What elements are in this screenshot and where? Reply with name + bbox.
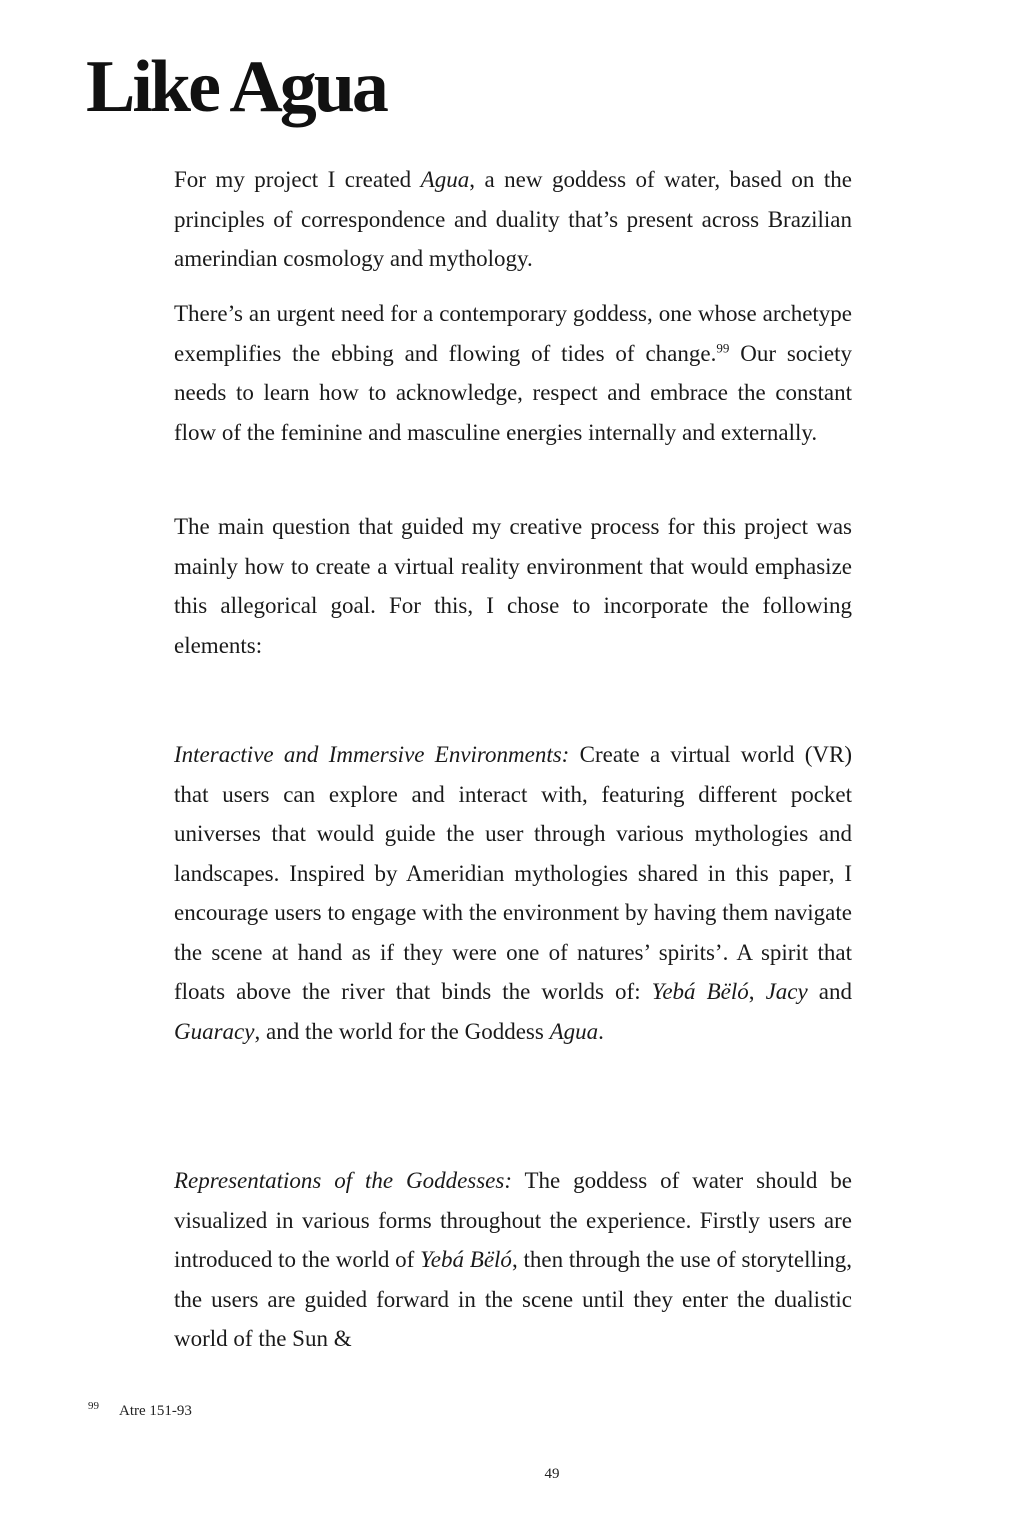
text: , <box>748 979 766 1004</box>
footnote <box>88 1400 192 1420</box>
paragraph-question <box>174 507 852 665</box>
text: , then through the use of storytelling, the users are guided forward in the scene until they enter the dualistic world of the Sun & <box>174 1247 852 1351</box>
text: Create a virtual world (VR) that users can explore and interact with, featuring different pocket universes that would guide the user through various mythologies and landscapes. Inspired by Ameridian mythologies shared in this paper, I encourage users to engage with the environment by having them navigate the scene at hand as if they were one of natures’ spirits’. A spirit that floats above the river that binds the worlds of: <box>174 742 852 1004</box>
text: The main question that guided my creative process for this project was mainly how to create a virtual reality environment that would emphasize this allegorical goal. For this, I chose to incorporate the following elements: <box>174 514 852 658</box>
footnote-reference[interactable]: 99 <box>716 339 730 355</box>
paragraph-intro <box>174 160 852 279</box>
paragraph-representations <box>174 1161 852 1359</box>
text: , a new goddess of water, based on the principles of correspondence and duality that’s present across Brazilian amerindian cosmology and mythology. <box>174 167 852 271</box>
text: For my project I created <box>174 167 421 192</box>
world-name: Guaracy <box>174 1018 255 1044</box>
paragraph-interactive-environments <box>174 735 852 1051</box>
text: , and the world for the Goddess <box>254 1018 550 1044</box>
footnote-number: 99 <box>88 1400 99 1412</box>
text: Our society needs to learn how to acknowledge, respect and embrace the constant flow of the feminine and masculine energies internally and externally. <box>174 340 852 445</box>
text: There’s an urgent need for a contemporary goddess, one whose archetype exemplifies the ebbing and flowing of tides of change. <box>174 301 852 366</box>
footnote-text: Atre 151-93 <box>119 1403 192 1419</box>
paragraph-need <box>174 294 852 452</box>
text: . <box>598 1018 604 1044</box>
page-number: 49 <box>544 1466 560 1482</box>
goddess-name: Agua <box>549 1018 599 1044</box>
text: The goddess of water should be visualized in various forms throughout the experience. Firstly users are introduced to the world of <box>174 1168 852 1272</box>
goddess-name: Agua <box>420 167 470 192</box>
world-name: Yebá Bëló <box>420 1247 512 1272</box>
page-title: Like Agua <box>86 46 386 128</box>
section-lead: Representations of the Goddesses: <box>174 1168 512 1193</box>
world-name: Yebá Bëló <box>651 979 749 1004</box>
world-name: Jacy <box>765 979 808 1004</box>
text: and <box>807 979 853 1004</box>
section-lead: Interactive and Immersive Environments: <box>174 742 570 767</box>
